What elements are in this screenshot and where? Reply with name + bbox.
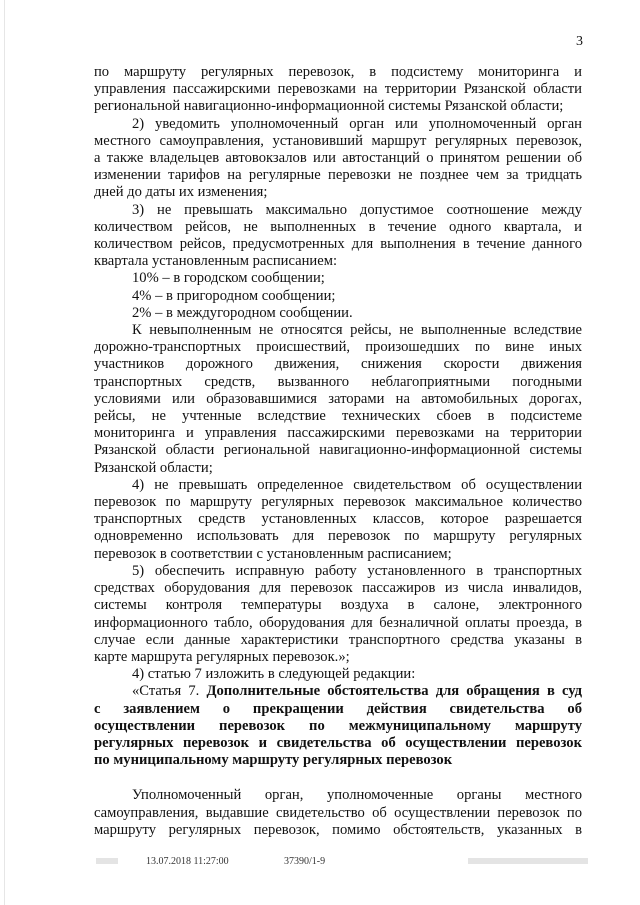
text-line: мониторинга и управления пассажирскими перевозками на территории (94, 425, 582, 442)
text-line: транспортных средств, вызванного неблагоприятными погодными (94, 373, 582, 390)
text-line: перевозок в соответствии с установленным расписанием; (94, 545, 452, 562)
article-heading-line: осуществлении перевозок по межмуниципальному маршруту (94, 717, 582, 734)
paragraph-exceptions: К невыполненным не относятся рейсы, не выполненные вследствие (132, 322, 582, 339)
article-prefix: «Статья 7. (132, 683, 207, 700)
text-line: участников дорожного движения, снижения скорости движения (94, 356, 582, 373)
page-number: 3 (576, 34, 583, 49)
text-line: перевозок по маршруту регулярных перевозок максимальное количество (94, 494, 582, 511)
document-body (94, 64, 582, 839)
ratio-city: 10% – в городском сообщении; (132, 270, 325, 287)
text-line: Рязанской области региональной навигационно-информационной системы (94, 442, 582, 459)
footer-timestamp: 13.07.2018 11:27:00 (146, 856, 229, 867)
text-line: количеством рейсов, не выполненных в течение одного квартала, и (94, 218, 582, 235)
paragraph-item-2: 2) уведомить уполномоченный орган или уполномоченный орган (132, 115, 582, 132)
text-line: условиями или образовавшимися заторами на автомобильных дорогах, (94, 390, 582, 407)
ratio-intercity: 2% – в междугородном сообщении. (132, 304, 353, 321)
text-line: маршруту регулярных перевозок, помимо обстоятельств, указанных в (94, 821, 582, 838)
scan-edge (4, 0, 5, 905)
paragraph-item-5: 5) обеспечить исправную работу установленного в транспортных (132, 562, 582, 579)
text-line: изменении тарифов на регулярные перевозки не позднее чем за тридцать (94, 167, 582, 184)
article-heading-line: по муниципальному маршруту регулярных перевозок (94, 752, 453, 769)
article-7-heading-line (94, 683, 582, 700)
text-line: местного самоуправления, установивший маршрут регулярных перевозок, (94, 132, 582, 149)
text-line: карте маршрута регулярных перевозок.»; (94, 648, 350, 665)
text-line: квартала установленным расписанием: (94, 253, 338, 270)
ratio-suburban: 4% – в пригородном сообщении; (132, 287, 336, 304)
article-heading-first: Дополнительные обстоятельства для обращения в суд (206, 683, 582, 700)
text-line: управления пассажирскими перевозками на территории Рязанской области (94, 81, 582, 98)
text-line: дорожно-транспортных происшествий, произошедших по вине иных (94, 339, 582, 356)
text-line: количеством рейсов, предусмотренных для выполнения в течение данного (94, 236, 582, 253)
paragraph-item-3: 3) не превышать максимально допустимое соотношение между (132, 201, 582, 218)
spacer (94, 769, 582, 787)
paragraph-item-4: 4) не превышать определенное свидетельством об осуществлении (132, 476, 582, 493)
amendment-item-4: 4) статью 7 изложить в следующей редакции: (132, 666, 416, 683)
text-line: самоуправления, выдавшие свидетельство об осуществлении перевозок по (94, 804, 582, 821)
text-line: а также владельцев автовокзалов или автостанций о принятом решении об (94, 150, 582, 167)
text-line: рейсы, не учтенные вследствие технических сбоев в подсистеме (94, 408, 582, 425)
text-line: одновременно использовать для перевозок по маршруту регулярных (94, 528, 582, 545)
paragraph-article-7-body: Уполномоченный орган, уполномоченные органы местного (132, 787, 582, 804)
text-line: дней до даты их изменения; (94, 184, 268, 201)
text-line: случае если данные характеристики транспортного средства указаны в (94, 631, 582, 648)
footer-doc-id: 37390/1-9 (284, 856, 326, 867)
scan-smudge (96, 858, 118, 864)
text-line: средствах оборудования для перевозок пассажиров из числа инвалидов, (94, 580, 582, 597)
text-line: информационного табло, оборудования для безналичной оплаты проезда, в (94, 614, 582, 631)
article-heading-line: регулярных перевозок и свидетельства об осуществлении перевозок (94, 734, 582, 751)
scan-smudge (468, 858, 588, 864)
text-line: по маршруту регулярных перевозок, в подсистему мониторинга и (94, 64, 582, 80)
text-line: Рязанской области; (94, 459, 213, 476)
text-line: системы контроля температуры воздуха в салоне, электронного (94, 597, 582, 614)
article-heading-line: с заявлением о прекращении действия свидетельства об (94, 700, 582, 717)
text-line: региональной навигационно-информационной системы Рязанской области; (94, 98, 564, 115)
text-line: транспортных средств установленных классов, которое разрешается (94, 511, 582, 528)
